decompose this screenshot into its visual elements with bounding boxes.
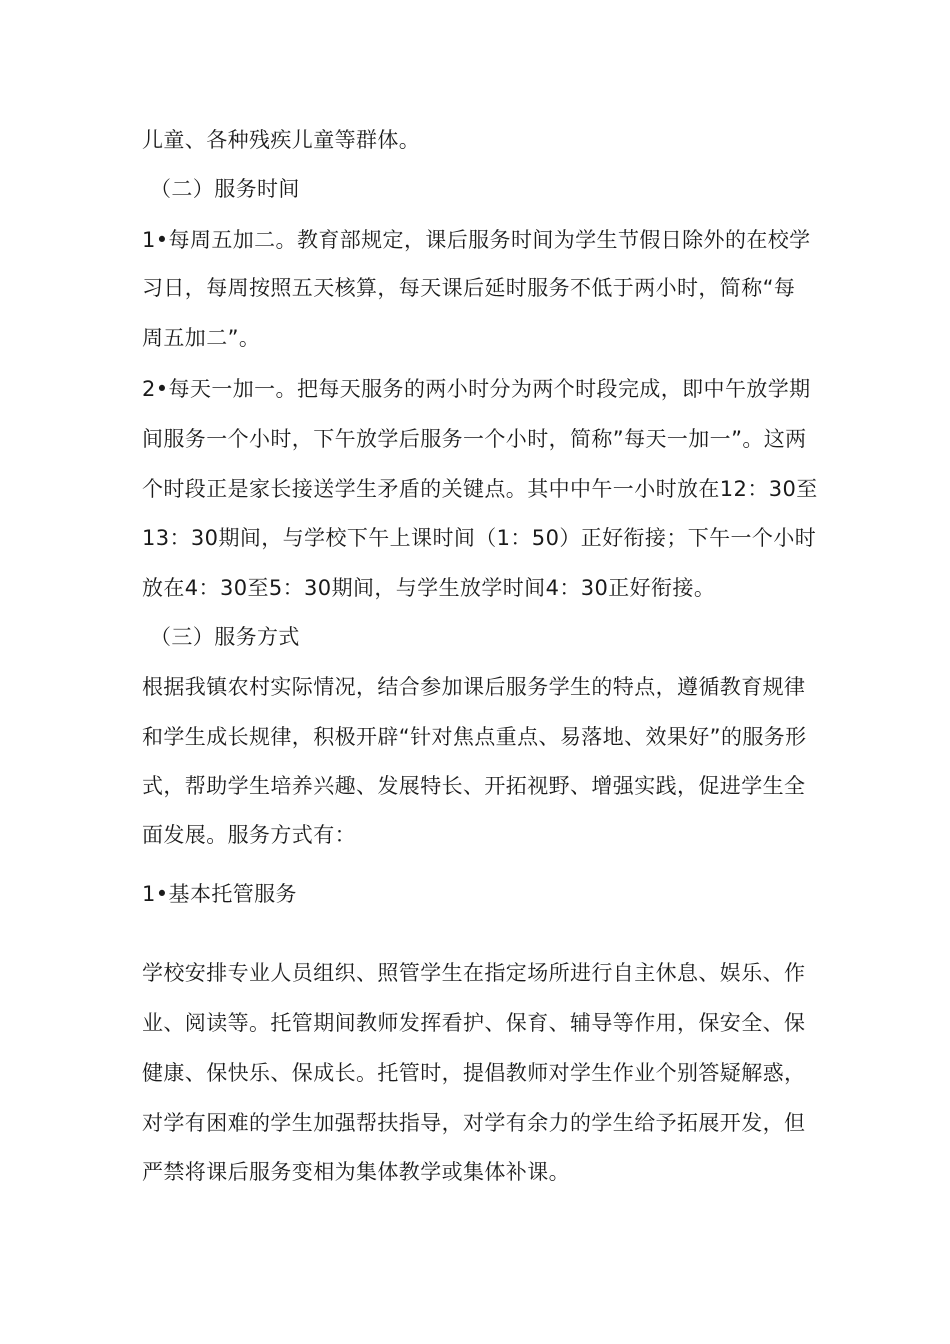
text-line: 习日，每周按照五天核算，每天课后延时服务不低于两小时，简称“每 xyxy=(142,276,796,300)
text-line: 和学生成长规律，积极开辟“针对焦点重点、易落地、效果好”的服务形 xyxy=(142,725,807,749)
text-line: 严禁将课后服务变相为集体教学或集体补课。 xyxy=(142,1160,570,1184)
text-line: 2•每天一加一。把每天服务的两小时分为两个时段完成，即中午放学期 xyxy=(142,377,811,401)
text-line: 根据我镇农村实际情况，结合参加课后服务学生的特点，遵循教育规律 xyxy=(142,675,806,699)
text-line: 1•每周五加二。教育部规定，课后服务时间为学生节假日除外的在校学 xyxy=(142,228,811,252)
text-line: 放在4：30至5：30期间，与学生放学时间4：30正好衔接。 xyxy=(142,576,716,600)
text-line: 健康、保快乐、保成长。托管时，提倡教师对学生作业个别答疑解惑， xyxy=(142,1061,806,1085)
section-heading-service-method: （三）服务方式 xyxy=(150,625,300,649)
text-line: 间服务一个小时，下午放学后服务一个小时，简称”每天一加一”。这两 xyxy=(142,427,807,451)
text-line: 学校安排专业人员组织、照管学生在指定场所进行自主休息、娱乐、作 xyxy=(142,961,806,985)
text-line: 业、阅读等。托管期间教师发挥看护、保育、辅导等作用，保安全、保 xyxy=(142,1011,806,1035)
subheading-basic-care: 1•基本托管服务 xyxy=(142,882,297,906)
section-heading-service-time: （二）服务时间 xyxy=(150,177,300,201)
text-line: 儿童、各种残疾儿童等群体。 xyxy=(142,128,421,152)
text-line: 面发展。服务方式有： xyxy=(142,823,356,847)
text-line: 13：30期间，与学校下午上课时间（1：50）正好衔接；下午一个小时 xyxy=(142,526,817,550)
text-line: 周五加二”。 xyxy=(142,326,261,350)
text-line: 对学有困难的学生加强帮扶指导，对学有余力的学生给予拓展开发，但 xyxy=(142,1111,806,1135)
text-line: 式，帮助学生培养兴趣、发展特长、开拓视野、增强实践，促进学生全 xyxy=(142,774,806,798)
text-line: 个时段正是家长接送学生矛盾的关键点。其中中午一小时放在12：30至 xyxy=(142,477,818,501)
